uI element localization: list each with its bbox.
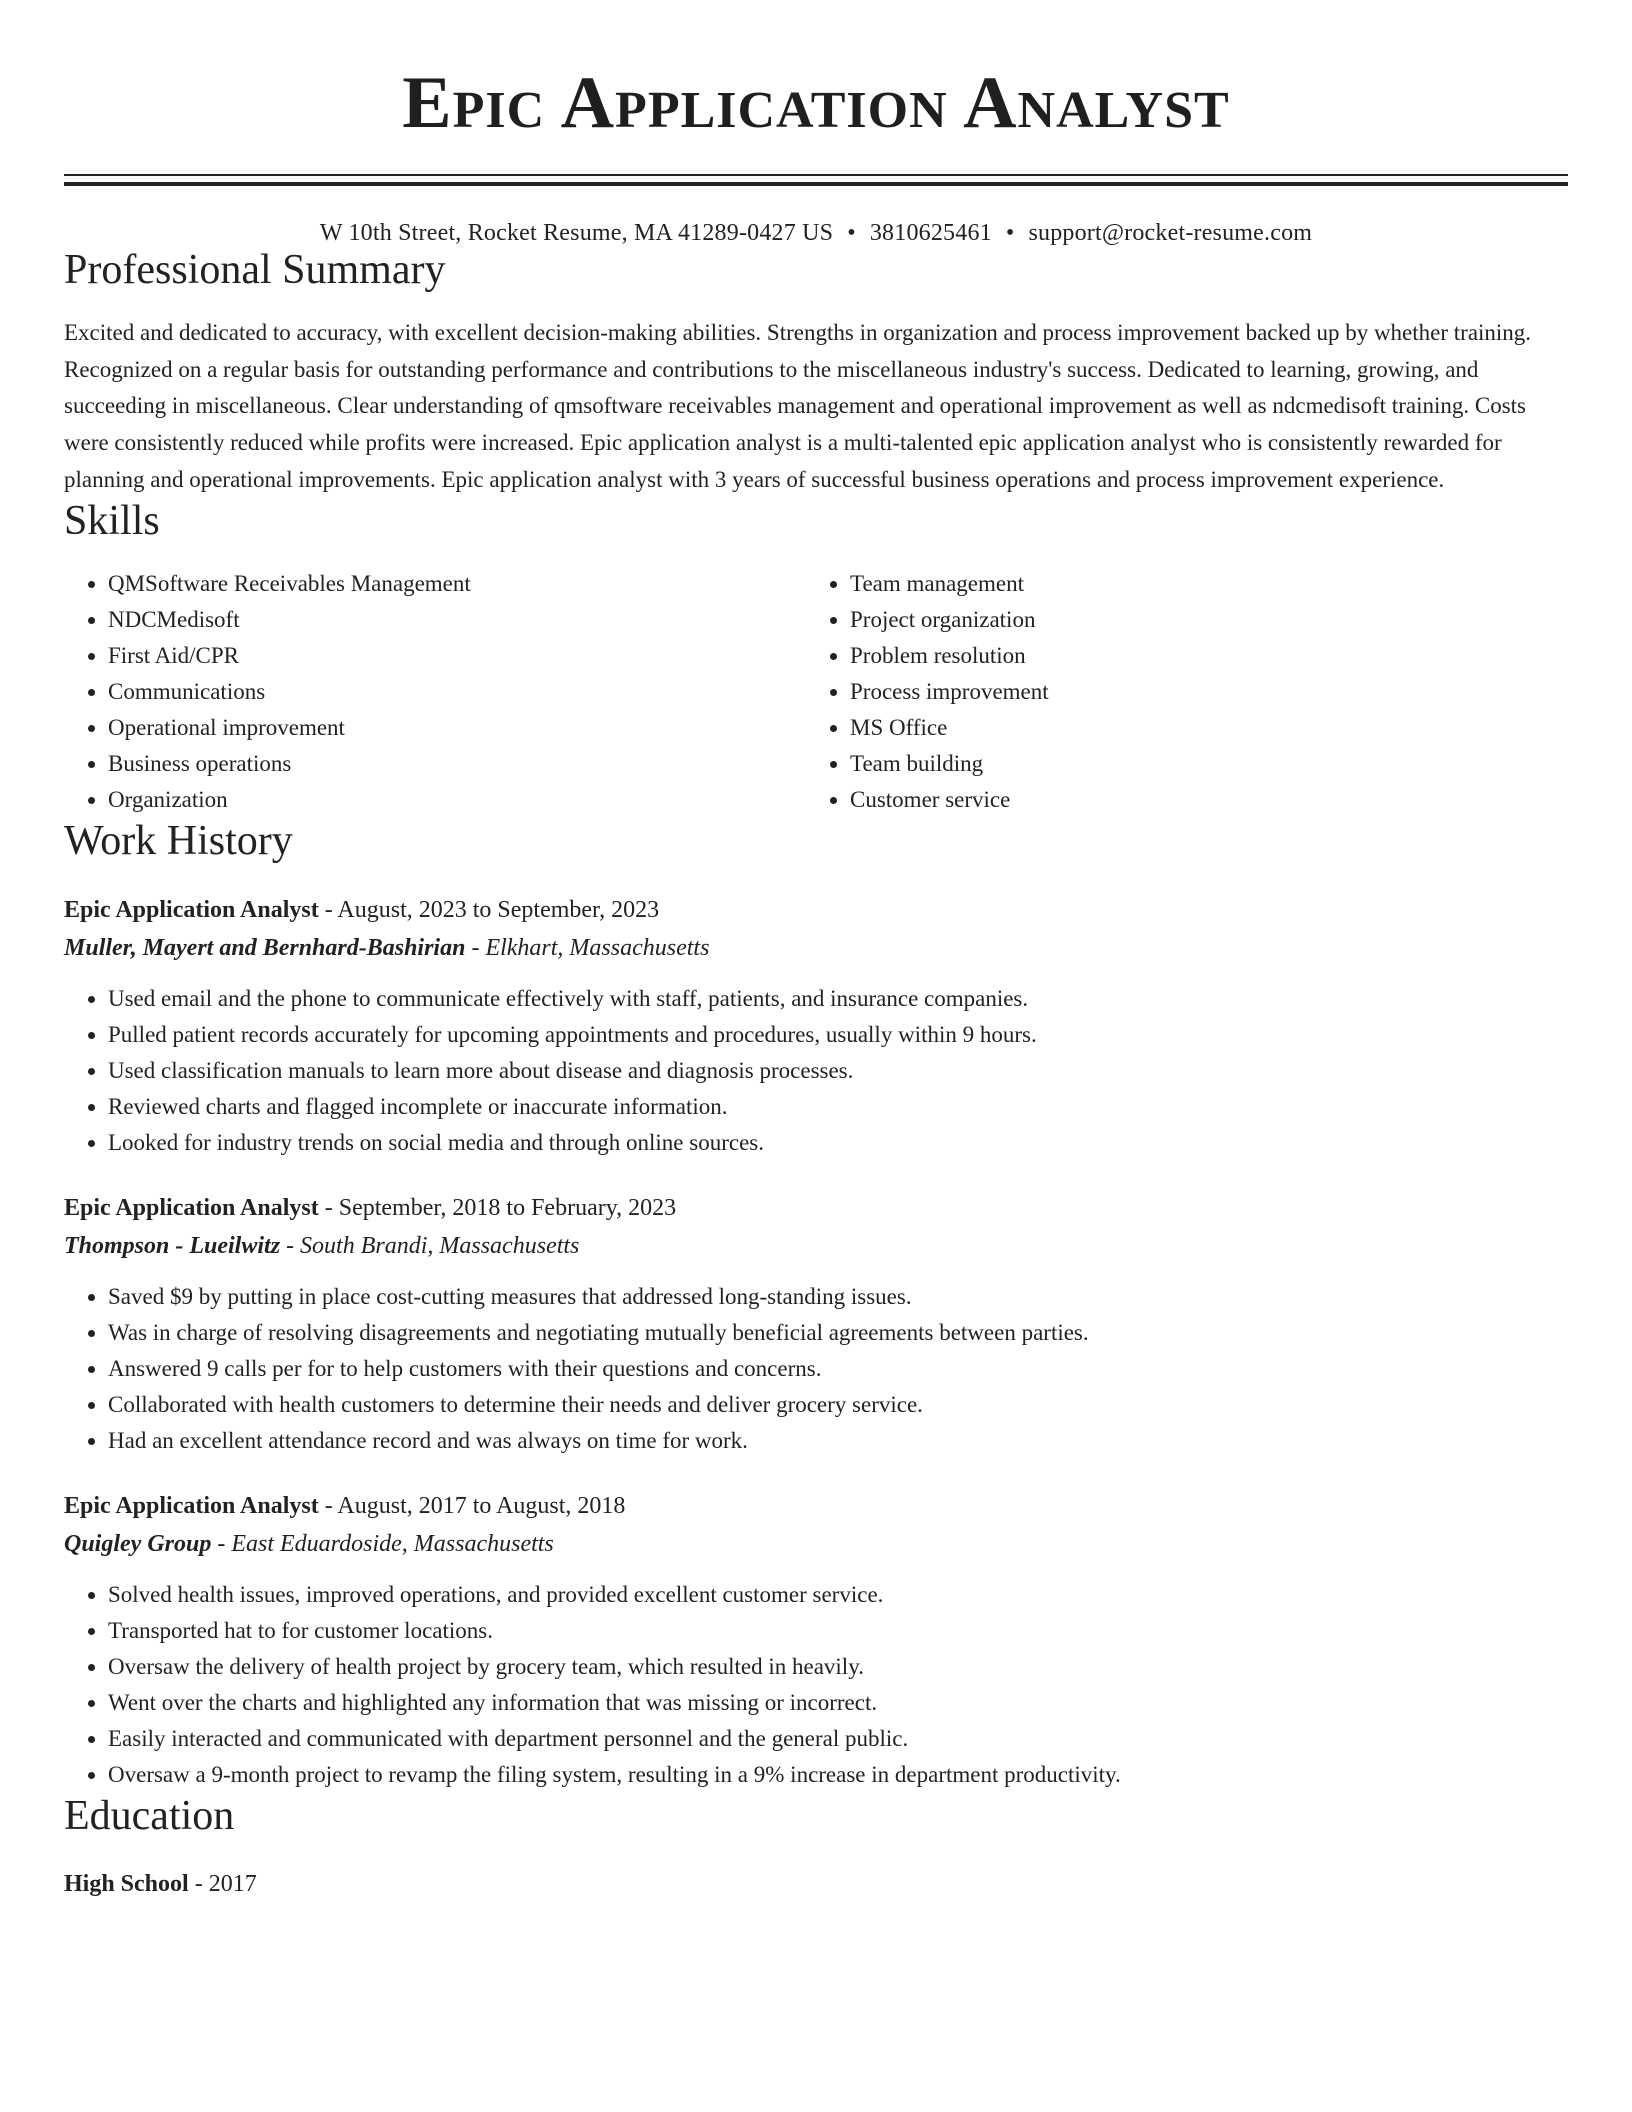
job-dates: August, 2017 to August, 2018 bbox=[337, 1492, 626, 1519]
education-heading: Education bbox=[64, 1792, 235, 1839]
job-company: Thompson - Lueilwitz bbox=[64, 1232, 281, 1259]
skill-item: • Business operations bbox=[108, 746, 806, 782]
job-bullet: • Easily interacted and communicated with department personnel and the general public. bbox=[108, 1721, 1568, 1757]
contact-line bbox=[64, 220, 1568, 247]
header-divider bbox=[64, 174, 1568, 186]
education-year: 2017 bbox=[208, 1870, 257, 1897]
job-bullet: • Answered 9 calls per for to help customers with their questions and concerns. bbox=[108, 1351, 1568, 1387]
contact-separator: • bbox=[1005, 220, 1015, 246]
skills-section bbox=[64, 498, 1568, 818]
skill-item: • Organization bbox=[108, 782, 806, 818]
skills-columns bbox=[64, 566, 1568, 818]
skill-item: • Communications bbox=[108, 674, 806, 710]
education-section bbox=[64, 1793, 1568, 1903]
job-dash: - bbox=[280, 1232, 301, 1259]
skill-item: • Operational improvement bbox=[108, 710, 806, 746]
work-history-section bbox=[64, 818, 1568, 1792]
job-bullet: • Oversaw a 9-month project to revamp the filing system, resulting in a 9% increase in department productivity. bbox=[108, 1757, 1568, 1793]
summary-section bbox=[64, 247, 1568, 498]
job-role: Epic Application Analyst bbox=[64, 1194, 319, 1221]
job-bullet: • Solved health issues, improved operations, and provided excellent customer service. bbox=[108, 1577, 1568, 1613]
skill-item: • QMSoftware Receivables Management bbox=[108, 566, 806, 602]
job-dates: August, 2023 to September, 2023 bbox=[337, 896, 660, 923]
education-degree: High School bbox=[64, 1870, 189, 1897]
job-bullet: • Had an excellent attendance record and was always on time for work. bbox=[108, 1423, 1568, 1459]
skill-item: • Problem resolution bbox=[850, 638, 1548, 674]
job-employer bbox=[64, 929, 1568, 967]
job-bullet: • Went over the charts and highlighted any information that was missing or incorrect. bbox=[108, 1685, 1568, 1721]
skill-item: • Project organization bbox=[850, 602, 1548, 638]
job-bullet: • Was in charge of resolving disagreements and negotiating mutually beneficial agreements between parties. bbox=[108, 1315, 1568, 1351]
contact-separator: • bbox=[847, 220, 856, 246]
job-entry bbox=[64, 1189, 1568, 1459]
candidate-name: Epic Application Analyst bbox=[402, 62, 1230, 144]
job-role: Epic Application Analyst bbox=[64, 1492, 319, 1519]
skill-item: • Team management bbox=[850, 566, 1548, 602]
job-bullet: • Pulled patient records accurately for upcoming appointments and procedures, usually within 9 hours. bbox=[108, 1017, 1568, 1053]
contact-phone: 3810625461 bbox=[869, 220, 992, 246]
job-dash: - bbox=[211, 1530, 232, 1557]
job-bullet: • Transported hat to for customer locations. bbox=[108, 1613, 1568, 1649]
job-bullets bbox=[64, 981, 1568, 1161]
job-bullet: • Used email and the phone to communicate effectively with staff, patients, and insurance companies. bbox=[108, 981, 1568, 1017]
summary-heading: Professional Summary bbox=[64, 247, 446, 293]
education-dash: - bbox=[188, 1870, 209, 1897]
education-entry bbox=[64, 1865, 1568, 1903]
job-bullet: • Collaborated with health customers to determine their needs and deliver grocery service. bbox=[108, 1387, 1568, 1423]
summary-text: Excited and dedicated to accuracy, with excellent decision-making abilities. Strengths in organization and process improvement backed up by whether training. Recognized on a regular basis for outstanding performance and contributions to the miscellaneous industry's success. Dedicated to learning, growing, and succeeding in miscellaneous. Clear understanding of qmsoftware receivables management and operational improvement as well as ndcmedisoft training. Costs were consistently reduced while profits were increased. Epic application analyst is a multi-talented epic application analyst who is consistently rewarded for planning and operational improvements. Epic application analyst with 3 years of successful business operations and process improvement experience. bbox=[64, 320, 1532, 492]
job-dash: - bbox=[318, 896, 338, 923]
job-employer bbox=[64, 1227, 1568, 1265]
job-dates: September, 2018 to February, 2023 bbox=[338, 1194, 677, 1221]
job-bullets bbox=[64, 1279, 1568, 1459]
job-employer bbox=[64, 1525, 1568, 1563]
job-header bbox=[64, 891, 1568, 929]
job-dash: - bbox=[318, 1492, 338, 1519]
job-company: Quigley Group bbox=[64, 1530, 212, 1557]
skills-left-list bbox=[64, 566, 806, 818]
job-bullet: • Oversaw the delivery of health project by grocery team, which resulted in heavily. bbox=[108, 1649, 1568, 1685]
job-entry bbox=[64, 1487, 1568, 1793]
skill-item: • First Aid/CPR bbox=[108, 638, 806, 674]
job-bullet: • Saved $9 by putting in place cost-cutting measures that addressed long-standing issues. bbox=[108, 1279, 1568, 1315]
job-bullet: • Looked for industry trends on social media and through online sources. bbox=[108, 1125, 1568, 1161]
job-role: Epic Application Analyst bbox=[64, 896, 319, 923]
skill-item: • NDCMedisoft bbox=[108, 602, 806, 638]
job-dash: - bbox=[465, 934, 486, 961]
skill-item: • Team building bbox=[850, 746, 1548, 782]
job-location: East Eduardoside, Massachusetts bbox=[231, 1530, 554, 1557]
skill-item: • MS Office bbox=[850, 710, 1548, 746]
job-bullets bbox=[64, 1577, 1568, 1793]
skills-heading: Skills bbox=[64, 498, 160, 545]
job-location: South Brandi, Massachusetts bbox=[300, 1232, 580, 1259]
skill-item: • Customer service bbox=[850, 782, 1548, 818]
job-entry bbox=[64, 891, 1568, 1161]
job-company: Muller, Mayert and Bernhard-Bashirian bbox=[64, 934, 466, 961]
job-header bbox=[64, 1189, 1568, 1227]
job-dash: - bbox=[318, 1194, 339, 1221]
skills-right-list bbox=[806, 566, 1548, 818]
job-location: Elkhart, Massachusetts bbox=[485, 934, 710, 961]
job-bullet: • Reviewed charts and flagged incomplete or inaccurate information. bbox=[108, 1089, 1568, 1125]
job-header bbox=[64, 1487, 1568, 1525]
job-bullet: • Used classification manuals to learn more about disease and diagnosis processes. bbox=[108, 1053, 1568, 1089]
skill-item: • Process improvement bbox=[850, 674, 1548, 710]
work-history-heading: Work History bbox=[64, 818, 293, 865]
contact-address: W 10th Street, Rocket Resume, MA 41289-0427 US bbox=[319, 220, 834, 246]
contact-email: support@rocket-resume.com bbox=[1028, 220, 1313, 246]
